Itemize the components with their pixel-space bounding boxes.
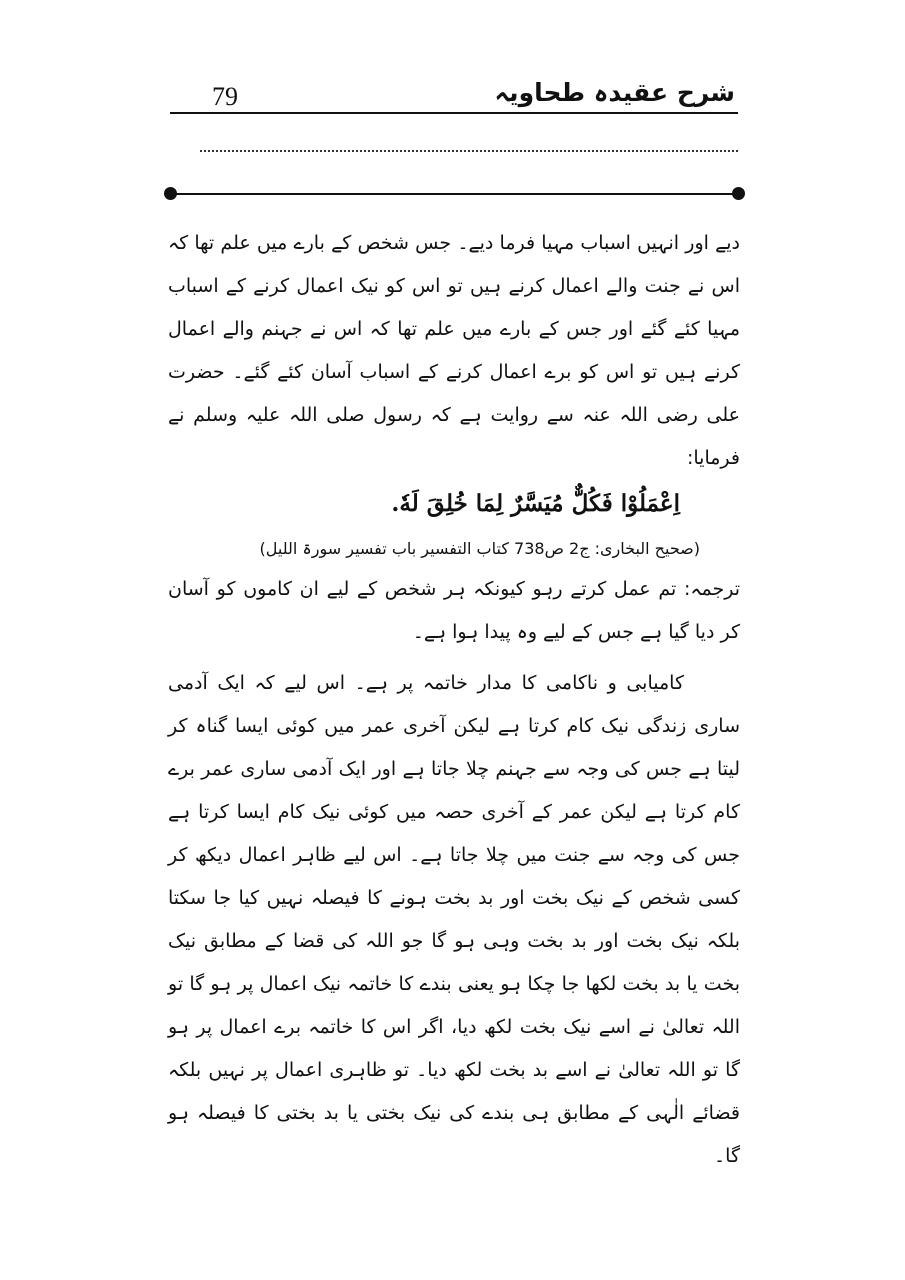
page-number: 79	[212, 82, 238, 111]
hadith-quote: اِعْمَلُوْا فَكُلٌّ مُيَسَّرٌ لِمَا خُلِقَ لَهٗ.	[391, 490, 680, 517]
dotted-separator	[200, 150, 738, 152]
book-title: شرح عقیدہ طحاویہ	[494, 78, 735, 107]
ornament-rule	[170, 193, 738, 195]
paragraph-1: دیے اور انہیں اسباب مہیا فرما دیے۔ جس شخص کے بارے میں علم تھا کہ اس نے جنت والے اعمال کرنے ہیں تو اس کو نیک اعمال کرنے کے اسباب مہیا کئے گئے اور جس کے بارے میں علم تھا کہ اس نے جہنم والے اعمال کرنے ہیں تو اس کو برے اعمال کرنے کے اسباب آسان کئے گئے۔ حضرت علی رضی اللہ عنہ سے روایت ہے کہ رسول صلی اللہ علیہ وسلم نے فرمایا:	[168, 232, 740, 469]
paragraph-2: کامیابی و ناکامی کا مدار خاتمہ پر ہے۔ اس لیے کہ ایک آدمی ساری زندگی نیک کام کرتا ہے لیکن آخری عمر میں کوئی ایسا گناہ کر لیتا ہے جس کی وجہ سے جہنم چلا جاتا ہے اور ایک آدمی ساری عمر برے کام کرتا ہے لیکن عمر کے آخری حصہ میں کوئی نیک کام ایسا کرتا ہے جس کی وجہ سے جنت میں چلا جاتا ہے۔ اس لیے ظاہر اعمال دیکھ کر کسی شخص کے نیک بخت اور بد بخت ہونے کا فیصلہ نہیں کیا جا سکتا بلکہ نیک بخت اور بد بخت وہی ہو گا جو اللہ کی قضا کے مطابق نیک بخت یا بد بخت لکھا جا چکا ہو یعنی بندے کا خاتمہ نیک اعمال پر ہو گا تو اللہ تعالیٰ نے اسے نیک بخت لکھ دیا، اگر اس کا خاتمہ برے اعمال پر ہو گا تو اللہ تعالیٰ نے اسے بد بخت لکھ دیا۔ تو ظاہری اعمال پر نہیں بلکہ قضائے الٰہی کے مطابق ہی بندے کی نیک بختی یا بد بختی کا فیصلہ ہو گا۔	[168, 672, 740, 1167]
ornament-dot-left	[164, 187, 177, 200]
ornament-dot-right	[732, 187, 745, 200]
translation: ترجمہ: تم عمل کرتے رہو کیونکہ ہر شخص کے لیے ان کاموں کو آسان کر دیا گیا ہے جس کے لیے وہ پیدا ہوا ہے۔	[168, 578, 740, 643]
header-rule	[170, 112, 738, 114]
body-text	[168, 222, 740, 1178]
hadith-reference: (صحیح البخاری: ج2 ص738 کتاب التفسیر باب تفسیر سورۃ اللیل)	[259, 539, 700, 558]
